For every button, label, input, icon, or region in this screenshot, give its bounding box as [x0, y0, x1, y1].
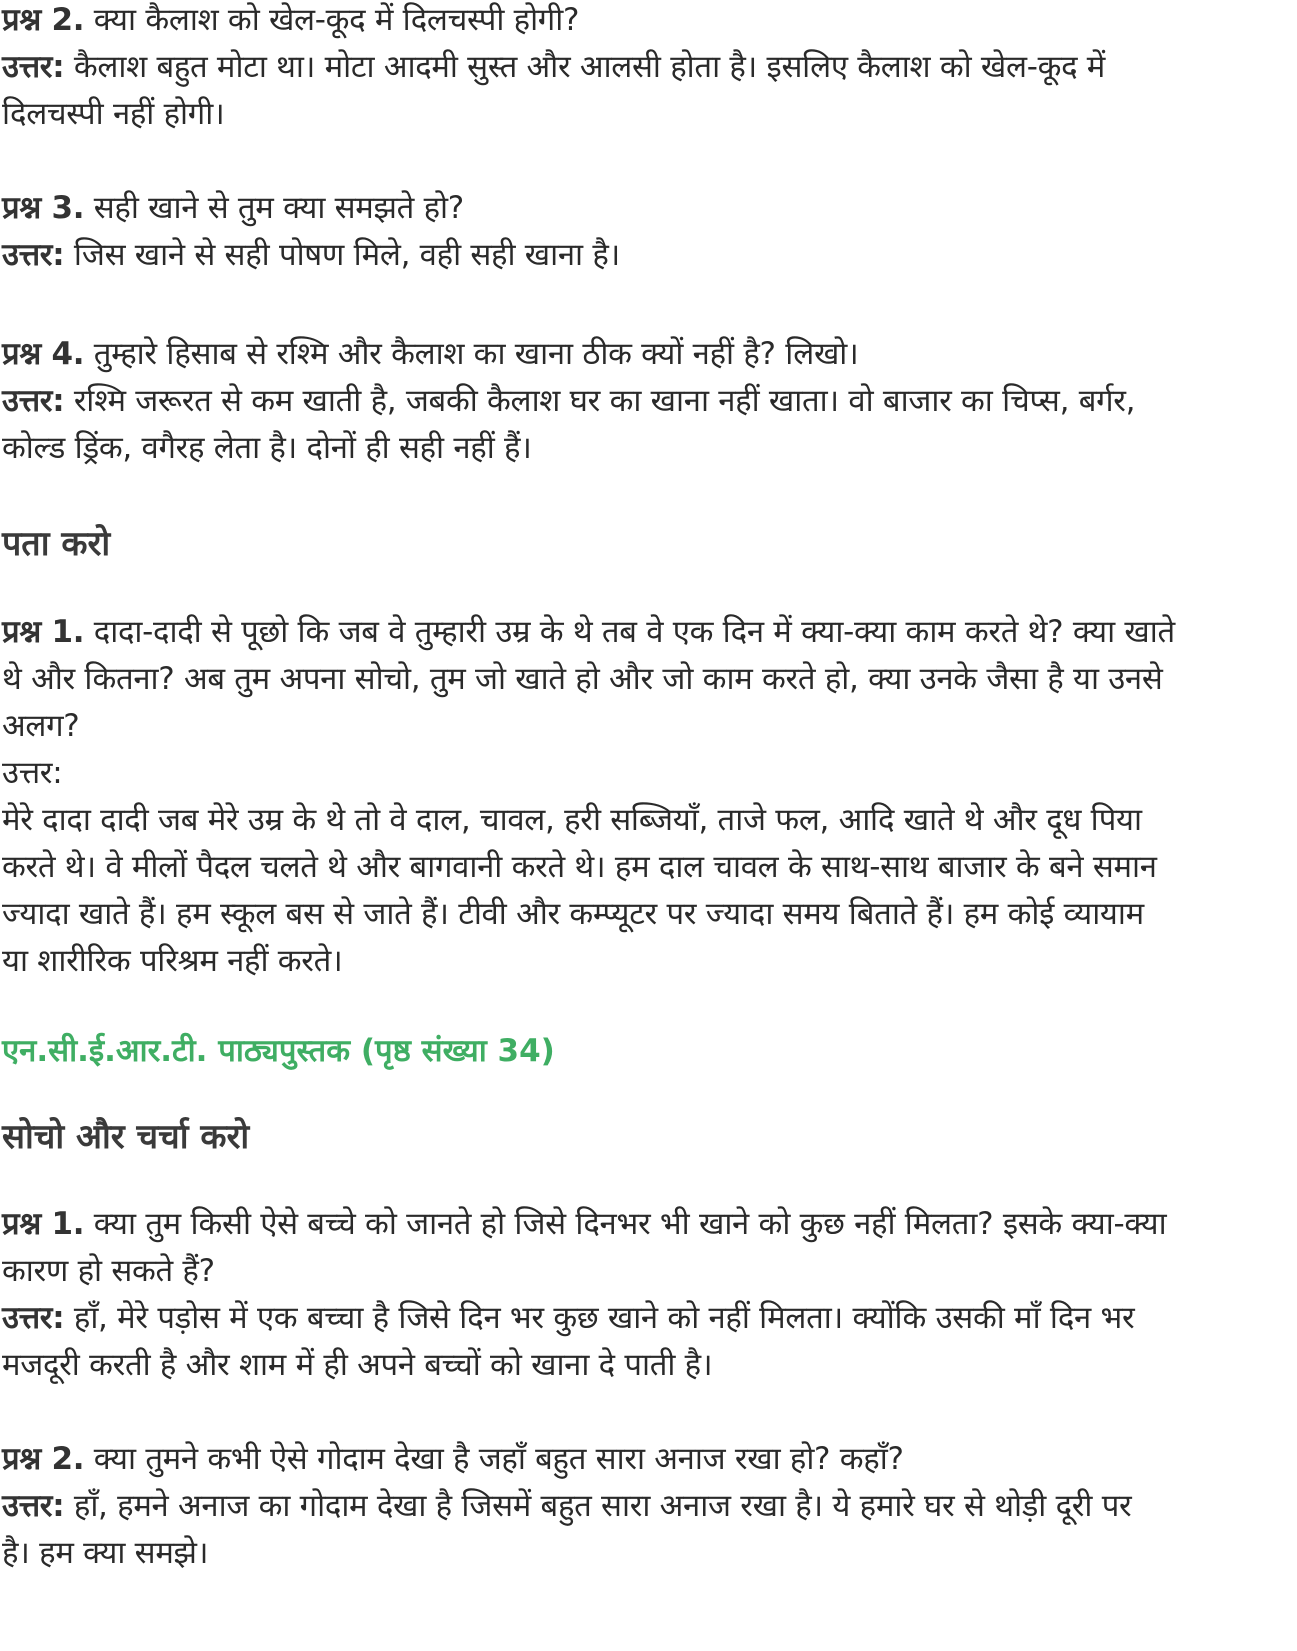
- answer-continuation: करते थे। वे मीलों पैदल चलते थे और बागवानी करते थे। हम दाल चावल के साथ-साथ बाजार के बने समान: [2, 849, 1157, 885]
- question-label: प्रश्न 4.: [2, 336, 85, 372]
- answer-text: कैलाश बहुत मोटा था। मोटा आदमी सुस्त और आलसी होता है। इसलिए कैलाश को खेल-कूद में: [73, 49, 1106, 85]
- answer-text: हाँ, हमने अनाज का गोदाम देखा है जिसमें बहुत सारा अनाज रखा है। ये हमारे घर से थोड़ी दूरी पर: [73, 1488, 1132, 1524]
- question-line: [2, 0, 579, 40]
- question-text: सही खाने से तुम क्या समझते हो?: [93, 190, 464, 226]
- question-text: क्या तुम किसी ऐसे बच्चे को जानते हो जिसे दिनभर भी खाने को कुछ नहीं मिलता? इसके क्या-क्या: [93, 1206, 1167, 1242]
- question-label: प्रश्न 2.: [2, 1441, 85, 1477]
- question-continuation: अलग?: [2, 708, 80, 744]
- answer-label: उत्तर:: [2, 1488, 65, 1524]
- question-label: प्रश्न 3.: [2, 190, 85, 226]
- answer-text: हाँ, मेरे पड़ोस में एक बच्चा है जिसे दिन भर कुछ खाने को नहीं मिलता। क्योंकि उसकी माँ दिन भर: [73, 1300, 1135, 1336]
- question-line: [2, 188, 464, 228]
- answer-line: [2, 47, 1105, 87]
- answer-continuation: मजदूरी करती है और शाम में ही अपने बच्चों को खाना दे पाती है।: [2, 1347, 713, 1383]
- answer-continuation: या शारीरिक परिश्रम नहीं करते।: [2, 943, 343, 979]
- answer-label: उत्तर:: [2, 237, 65, 273]
- textbook-reference: एन.सी.ई.आर.टी. पाठ्यपुस्तक (पृष्ठ संख्या 34): [2, 1033, 555, 1069]
- answer-continuation: कोल्ड ड्रिंक, वगैरह लेता है। दोनों ही सही नहीं हैं।: [2, 430, 532, 466]
- question-text: दादा-दादी से पूछो कि जब वे तुम्हारी उम्र के थे तब वे एक दिन में क्या-क्या काम करते थे? क्या खाते: [93, 614, 1175, 650]
- question-text: क्या कैलाश को खेल-कूद में दिलचस्पी होगी?: [93, 2, 580, 38]
- question-line: [2, 334, 859, 374]
- answer-continuation: दिलचस्पी नहीं होगी।: [2, 96, 225, 132]
- question-continuation: थे और कितना? अब तुम अपना सोचो, तुम जो खाते हो और जो काम करते हो, क्या उनके जैसा है या उनसे: [2, 661, 1163, 697]
- answer-continuation: ज्यादा खाते हैं। हम स्कूल बस से जाते हैं। टीवी और कम्प्यूटर पर ज्यादा समय बिताते हैं। हम कोई व्यायाम: [2, 896, 1144, 932]
- answer-label: उत्तर:: [2, 383, 65, 419]
- question-continuation: कारण हो सकते हैं?: [2, 1253, 215, 1289]
- answer-line: [2, 235, 620, 275]
- answer-label: उत्तर:: [2, 49, 65, 85]
- question-text: तुम्हारे हिसाब से रश्मि और कैलाश का खाना ठीक क्यों नहीं है? लिखो।: [93, 336, 859, 372]
- question-line: [2, 1204, 1166, 1244]
- answer-text: रश्मि जरूरत से कम खाती है, जबकी कैलाश घर का खाना नहीं खाता। वो बाजार का चिप्स, बर्गर,: [73, 383, 1136, 419]
- answer-line: [2, 1298, 1134, 1338]
- answer-line: [2, 381, 1135, 421]
- question-text: क्या तुमने कभी ऐसे गोदाम देखा है जहाँ बहुत सारा अनाज रखा हो? कहाँ?: [93, 1441, 904, 1477]
- question-label: प्रश्न 1.: [2, 1206, 85, 1242]
- question-line: [2, 1439, 904, 1479]
- answer-label-plain: उत्तर:: [2, 755, 63, 791]
- question-label: प्रश्न 1.: [2, 614, 85, 650]
- answer-continuation: है। हम क्या समझे।: [2, 1535, 209, 1571]
- question-line: [2, 612, 1175, 652]
- answer-text: जिस खाने से सही पोषण मिले, वही सही खाना है।: [73, 237, 620, 273]
- answer-label: उत्तर:: [2, 1300, 65, 1336]
- section-heading: पता करो: [2, 524, 111, 564]
- section-heading: सोचो और चर्चा करो: [2, 1117, 250, 1157]
- question-label: प्रश्न 2.: [2, 2, 85, 38]
- answer-text: मेरे दादा दादी जब मेरे उम्र के थे तो वे दाल, चावल, हरी सब्जियाँ, ताजे फल, आदि खाते थे और दूध पिया: [2, 802, 1142, 838]
- answer-line: [2, 1486, 1131, 1526]
